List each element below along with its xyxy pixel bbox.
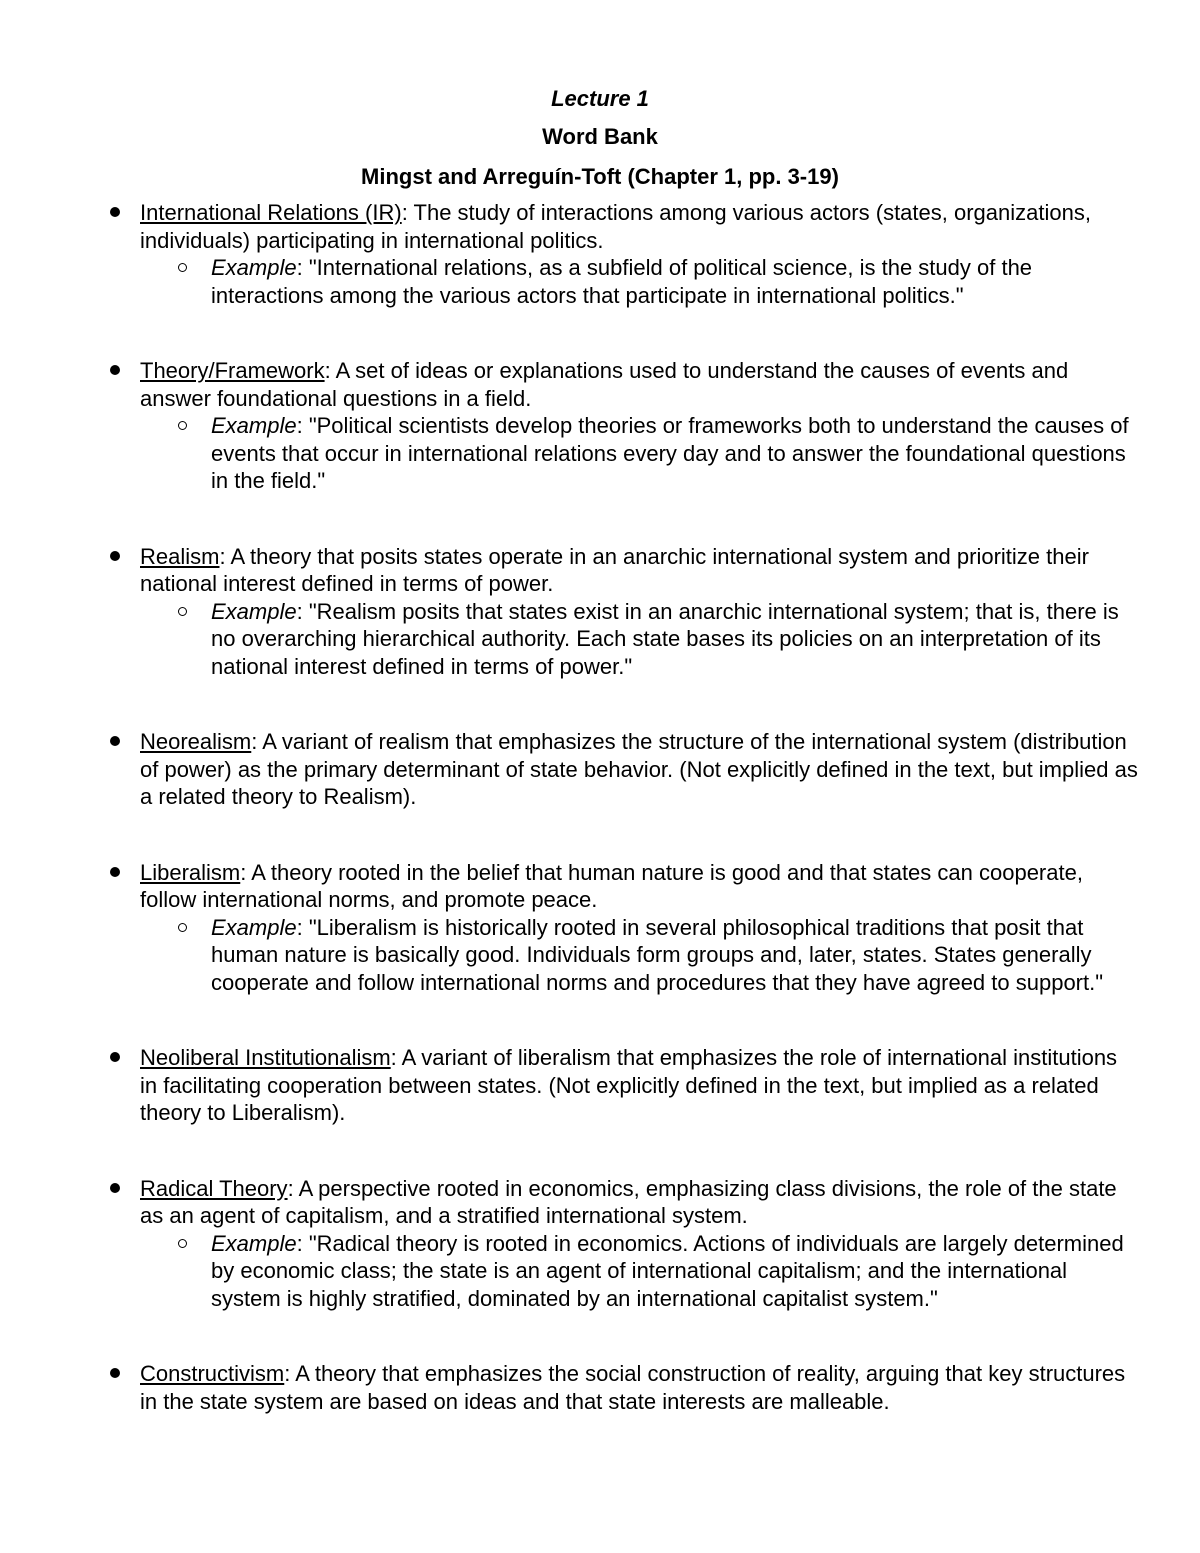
term-example [211,598,1140,681]
term-example [211,412,1140,495]
term-name: Realism [140,543,220,569]
term-name: Neoliberal Institutionalism [140,1045,391,1070]
term-example [211,1230,1140,1313]
hollow-bullet-icon [178,263,187,272]
hollow-bullet-icon [178,607,187,616]
spacer [140,996,1140,1044]
term-definition: : A perspective rooted in economics, emphasizing class divisions, the role of the state as an agent of capitalism, and a stratified international system. [140,1175,1117,1228]
term-item [140,543,1140,681]
spacer [140,309,1140,357]
example-text: : "Political scientists develop theories or frameworks both to understand the causes of events that occur in international relations every day and to answer the foundational questions in the field." [211,413,1129,493]
term-definition: : A variant of liberalism that emphasizes the role of international institutions in facilitating cooperation between states. (Not explicitly defined in the text, but implied as a related theory to Liberalism). [140,1045,1118,1125]
bullet-icon [110,867,120,877]
term-item [140,1044,1140,1127]
example-text: : "Liberalism is historically rooted in several philosophical traditions that posit that human nature is basically good. Individuals form groups and, later, states. States generally cooperate and follow international norms and procedures that they have agreed to support." [211,914,1104,995]
term-list [140,199,1140,1415]
lecture-title: Lecture 1 [551,86,649,111]
page-title: Word Bank [542,124,658,149]
bullet-icon [110,736,120,746]
source-citation: Mingst and Arreguín-Toft (Chapter 1, pp. 3-19) [361,164,839,189]
term-example [211,914,1140,997]
term-item [140,728,1140,811]
term-name: International Relations (IR) [140,200,402,225]
example-label: Example [211,255,297,280]
term-definition: : A set of ideas or explanations used to understand the causes of events and answer foundational questions in a field. [140,358,1069,411]
example-text: : "Realism posits that states exist in an anarchic international system; that is, there is no overarching hierarchical authority. Each state bases its policies on an interpretation of its national interest defined in terms of power." [211,598,1119,679]
term-item [140,357,1140,495]
term-name: Radical Theory [140,1175,288,1201]
bullet-icon [110,551,120,561]
bullet-icon [110,1183,120,1193]
term-definition: : A theory that emphasizes the social construction of reality, arguing that key structures in the state system are based on ideas and that state interests are malleable. [140,1361,1126,1414]
term-example [211,254,1140,309]
term-item [140,1360,1140,1415]
hollow-bullet-icon [178,1239,187,1248]
term-definition: : A theory rooted in the belief that human nature is good and that states can cooperate, follow international norms, and promote peace. [140,859,1083,912]
term-item [140,199,1140,309]
hollow-bullet-icon [178,923,187,932]
term-name: Neorealism [140,729,252,754]
example-label: Example [211,914,297,940]
term-definition: : A theory that posits states operate in an anarchic international system and prioritize their national interest defined in terms of power. [140,543,1089,596]
term-name: Liberalism [140,859,241,885]
spacer [140,680,1140,728]
spacer [140,1127,1140,1175]
term-item [140,1175,1140,1313]
bullet-icon [110,365,120,375]
term-name: Theory/Framework [140,358,325,383]
spacer [140,811,1140,859]
term-definition: : The study of interactions among various actors (states, organizations, individuals) participating in international politics. [140,200,1091,253]
spacer [140,495,1140,543]
term-name: Constructivism [140,1361,285,1386]
bullet-icon [110,1368,120,1378]
example-label: Example [211,413,297,438]
example-label: Example [211,1230,297,1256]
bullet-icon [110,1052,120,1062]
example-text: : "International relations, as a subfield of political science, is the study of the interactions among the various actors that participate in international politics." [211,255,1033,308]
example-label: Example [211,598,297,624]
spacer [140,1312,1140,1360]
term-definition: : A variant of realism that emphasizes the structure of the international system (distribution of power) as the primary determinant of state behavior. (Not explicitly defined in the text, but implied as a related theory to Realism). [140,729,1138,809]
term-item [140,859,1140,997]
hollow-bullet-icon [178,421,187,430]
bullet-icon [110,207,120,217]
example-text: : "Radical theory is rooted in economics. Actions of individuals are largely determined by economic class; the state is an agent of international capitalism; and the international system is highly stratified, dominated by an international capitalist system." [211,1230,1124,1311]
